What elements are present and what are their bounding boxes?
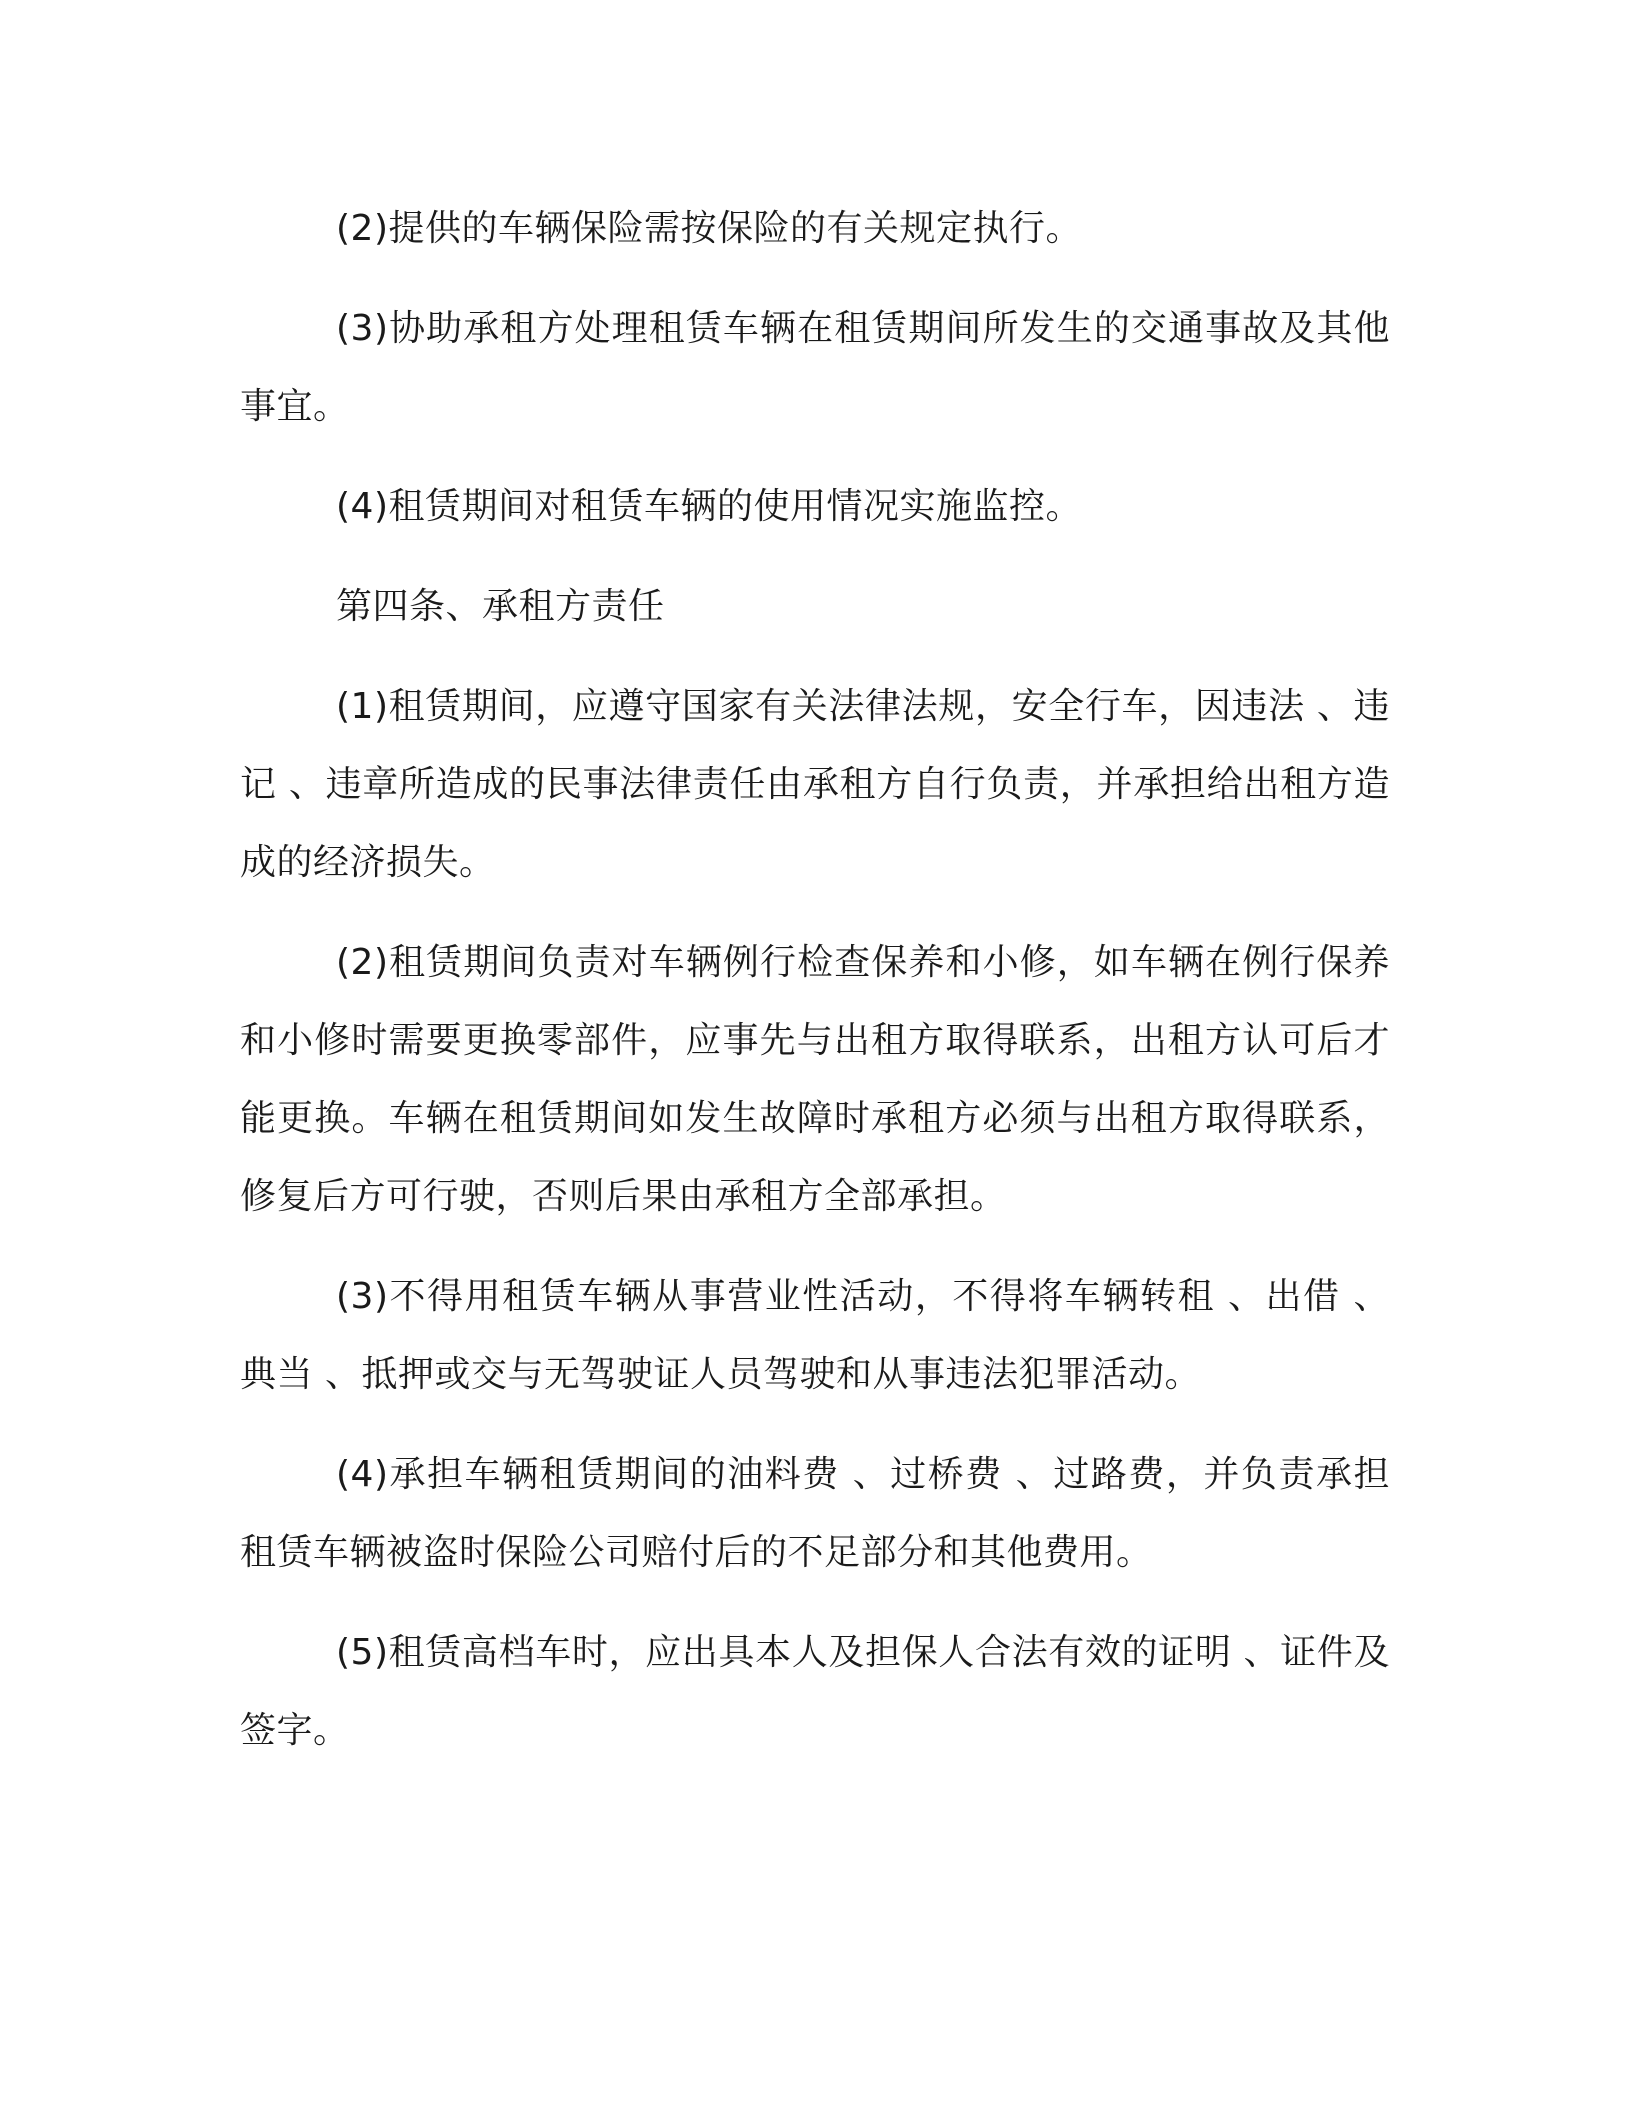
clause-4-item-4: (4)承担车辆租赁期间的油料费 、过桥费 、过路费，并负责承担租赁车辆被盗时保险公司赔付后的不足部分和其他费用。 xyxy=(240,1454,1390,1573)
clause-4-item-3: (3)不得用租赁车辆从事营业性活动，不得将车辆转租 、出借 、典当 、抵押或交与无驾驶证人员驾驶和从事违法犯罪活动。 xyxy=(240,1276,1390,1395)
clause-4-item-5: (5)租赁高档车时，应出具本人及担保人合法有效的证明 、证件及签字。 xyxy=(240,1632,1390,1751)
clause-4-heading: 第四条、承租方责任 xyxy=(336,586,665,627)
clause-4-item-1: (1)租赁期间，应遵守国家有关法律法规，安全行车，因违法 、违记 、违章所造成的民事法律责任由承租方自行负责，并承担给出租方造成的经济损失。 xyxy=(240,686,1390,883)
document-body xyxy=(240,190,1390,1792)
clause-4-item-2: (2)租赁期间负责对车辆例行检查保养和小修，如车辆在例行保养和小修时需要更换零部件，应事先与出租方取得联系，出租方认可后才能更换。车辆在租赁期间如发生故障时承租方必须与出租方取得联系，修复后方可行驶，否则后果由承租方全部承担。 xyxy=(240,942,1390,1217)
clause-3-item-3: (3)协助承租方处理租赁车辆在租赁期间所发生的交通事故及其他事宜。 xyxy=(240,308,1390,427)
clause-3-item-4: (4)租赁期间对租赁车辆的使用情况实施监控。 xyxy=(336,486,1082,527)
clause-3-item-2: (2)提供的车辆保险需按保险的有关规定执行。 xyxy=(336,208,1082,249)
